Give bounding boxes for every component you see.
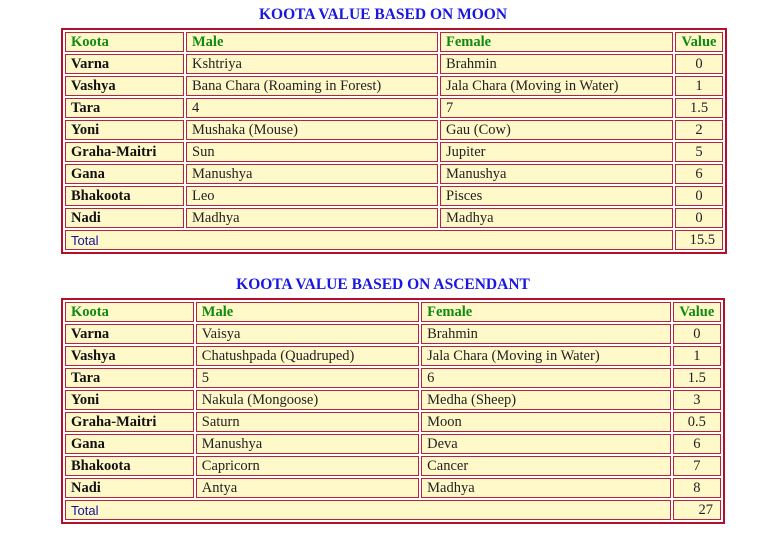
table-header-row: [65, 302, 721, 322]
table-row: [65, 456, 721, 476]
value-cell: 0: [673, 324, 721, 344]
table-row: [65, 186, 723, 206]
table-row: [65, 120, 723, 140]
value-cell: 2: [675, 120, 723, 140]
female-cell: Gau (Cow): [440, 120, 673, 140]
koota-name-cell: Tara: [65, 98, 184, 118]
koota-name-cell: Yoni: [65, 120, 184, 140]
total-value: 15.5: [675, 230, 723, 250]
male-cell: Antya: [196, 478, 419, 498]
header-koota: Koota: [65, 32, 184, 52]
male-cell: Chatushpada (Quadruped): [196, 346, 419, 366]
value-cell: 1: [673, 346, 721, 366]
table-row: [65, 368, 721, 388]
table-row: [65, 434, 721, 454]
total-label: Total: [65, 230, 673, 250]
header-male: Male: [196, 302, 419, 322]
value-cell: 0: [675, 208, 723, 228]
male-cell: Kshtriya: [186, 54, 438, 74]
male-cell: Madhya: [186, 208, 438, 228]
koota-name-cell: Vashya: [65, 76, 184, 96]
female-cell: Brahmin: [440, 54, 673, 74]
female-cell: 6: [421, 368, 671, 388]
table-row: [65, 76, 723, 96]
value-cell: 6: [673, 434, 721, 454]
table-row: [65, 478, 721, 498]
table-row: [65, 412, 721, 432]
value-cell: 0: [675, 186, 723, 206]
header-koota: Koota: [65, 302, 194, 322]
female-cell: Manushya: [440, 164, 673, 184]
koota-name-cell: Bhakoota: [65, 456, 194, 476]
value-cell: 1.5: [673, 368, 721, 388]
female-cell: Jala Chara (Moving in Water): [421, 346, 671, 366]
koota-name-cell: Graha-Maitri: [65, 142, 184, 162]
table-header-row: [65, 32, 723, 52]
table-row: [65, 390, 721, 410]
koota-name-cell: Vashya: [65, 346, 194, 366]
table-row: [65, 346, 721, 366]
koota-name-cell: Yoni: [65, 390, 194, 410]
female-cell: 7: [440, 98, 673, 118]
female-cell: Madhya: [440, 208, 673, 228]
koota-ascendant-table: [61, 298, 725, 524]
female-cell: Brahmin: [421, 324, 671, 344]
total-row: [65, 230, 723, 250]
male-cell: Leo: [186, 186, 438, 206]
koota-name-cell: Varna: [65, 54, 184, 74]
table-row: [65, 98, 723, 118]
koota-name-cell: Graha-Maitri: [65, 412, 194, 432]
male-cell: Manushya: [186, 164, 438, 184]
male-cell: Vaisya: [196, 324, 419, 344]
koota-name-cell: Gana: [65, 164, 184, 184]
total-label: Total: [65, 500, 671, 520]
header-value: Value: [673, 302, 721, 322]
header-female: Female: [421, 302, 671, 322]
female-cell: Jupiter: [440, 142, 673, 162]
female-cell: Moon: [421, 412, 671, 432]
female-cell: Jala Chara (Moving in Water): [440, 76, 673, 96]
value-cell: 0: [675, 54, 723, 74]
header-value: Value: [675, 32, 723, 52]
male-cell: Manushya: [196, 434, 419, 454]
value-cell: 5: [675, 142, 723, 162]
female-cell: Deva: [421, 434, 671, 454]
male-cell: Capricorn: [196, 456, 419, 476]
value-cell: 0.5: [673, 412, 721, 432]
header-female: Female: [440, 32, 673, 52]
koota-name-cell: Bhakoota: [65, 186, 184, 206]
value-cell: 7: [673, 456, 721, 476]
male-cell: Nakula (Mongoose): [196, 390, 419, 410]
table-row: [65, 164, 723, 184]
total-value: 27: [673, 500, 721, 520]
table-row: [65, 324, 721, 344]
table-row: [65, 54, 723, 74]
koota-name-cell: Varna: [65, 324, 194, 344]
moon-table-title: KOOTA VALUE BASED ON MOON: [258, 6, 508, 23]
male-cell: Sun: [186, 142, 438, 162]
male-cell: 5: [196, 368, 419, 388]
male-cell: Mushaka (Mouse): [186, 120, 438, 140]
value-cell: 3: [673, 390, 721, 410]
header-male: Male: [186, 32, 438, 52]
value-cell: 8: [673, 478, 721, 498]
male-cell: Saturn: [196, 412, 419, 432]
koota-name-cell: Tara: [65, 368, 194, 388]
ascendant-table-title: KOOTA VALUE BASED ON ASCENDANT: [236, 276, 530, 293]
value-cell: 6: [675, 164, 723, 184]
koota-name-cell: Gana: [65, 434, 194, 454]
total-row: [65, 500, 721, 520]
value-cell: 1: [675, 76, 723, 96]
value-cell: 1.5: [675, 98, 723, 118]
table-row: [65, 208, 723, 228]
female-cell: Pisces: [440, 186, 673, 206]
koota-moon-table: [61, 28, 727, 254]
female-cell: Medha (Sheep): [421, 390, 671, 410]
female-cell: Madhya: [421, 478, 671, 498]
female-cell: Cancer: [421, 456, 671, 476]
male-cell: 4: [186, 98, 438, 118]
koota-name-cell: Nadi: [65, 478, 194, 498]
table-row: [65, 142, 723, 162]
male-cell: Bana Chara (Roaming in Forest): [186, 76, 438, 96]
koota-name-cell: Nadi: [65, 208, 184, 228]
